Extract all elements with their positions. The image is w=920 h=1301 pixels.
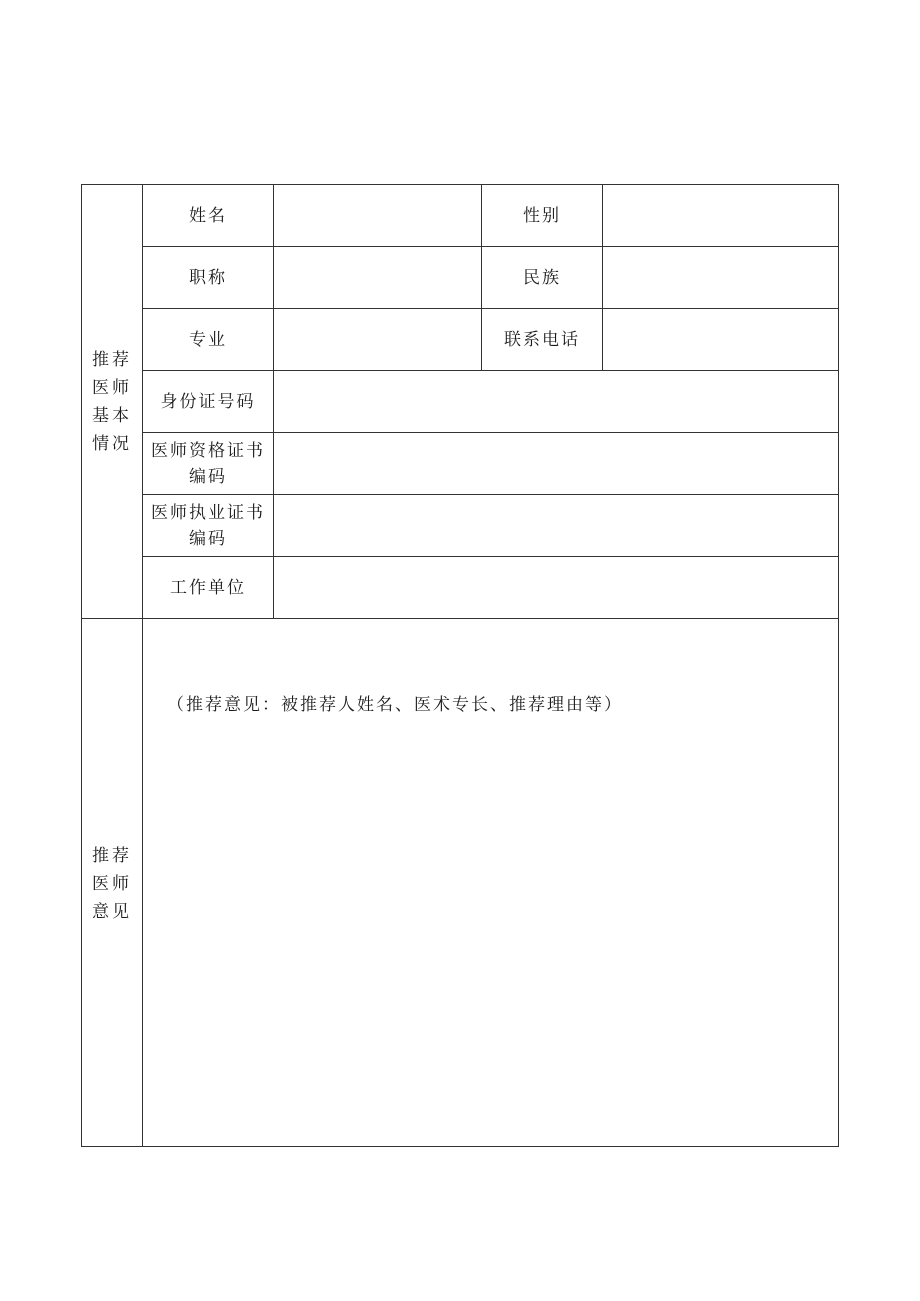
gender-label: 性别 [523,205,561,226]
name-input-cell[interactable] [274,185,481,246]
border-right [838,184,839,1147]
section-basic-label-line: 医师 [92,378,132,398]
major-label: 专业 [189,329,227,350]
qualification-cert-input-cell[interactable] [274,433,838,494]
phone-label: 联系电话 [504,329,580,350]
qualification-cert-label-line: 编码 [189,466,227,487]
opinion-hint: （推荐意见：被推荐人姓名、医术专长、推荐理由等） [167,695,623,715]
section-basic-label-line: 基本 [92,406,132,426]
section-opinion-label [81,842,143,926]
ethnicity-label: 民族 [523,267,561,288]
border-left [81,184,82,1147]
practice-cert-label [143,495,273,556]
major-input-cell[interactable] [274,309,481,370]
practice-cert-label-line: 编码 [189,528,227,549]
section-opinion-label-line: 意见 [92,902,132,922]
id-number-label: 身份证号码 [160,391,256,412]
name-label: 姓名 [189,205,227,226]
workplace-input-cell[interactable] [274,557,838,618]
title-label: 职称 [189,267,227,288]
doctor-recommendation-form [81,184,839,1147]
phone-input-cell[interactable] [603,309,838,370]
border-bottom [81,1146,839,1147]
qualification-cert-label [143,433,273,494]
qualification-cert-label-line: 医师资格证书 [151,440,265,461]
gender-input-cell[interactable] [603,185,838,246]
section-opinion-label-line: 医师 [92,874,132,894]
ethnicity-input-cell[interactable] [603,247,838,308]
id-number-input-cell[interactable] [274,371,838,432]
section-basic-label [81,346,143,458]
section-basic-label-line: 情况 [92,434,132,454]
title-input-cell[interactable] [274,247,481,308]
section-opinion-label-line: 推荐 [92,846,132,866]
practice-cert-input-cell[interactable] [274,495,838,556]
workplace-label: 工作单位 [170,577,246,598]
section-basic-label-line: 推荐 [92,350,132,370]
practice-cert-label-line: 医师执业证书 [151,502,265,523]
